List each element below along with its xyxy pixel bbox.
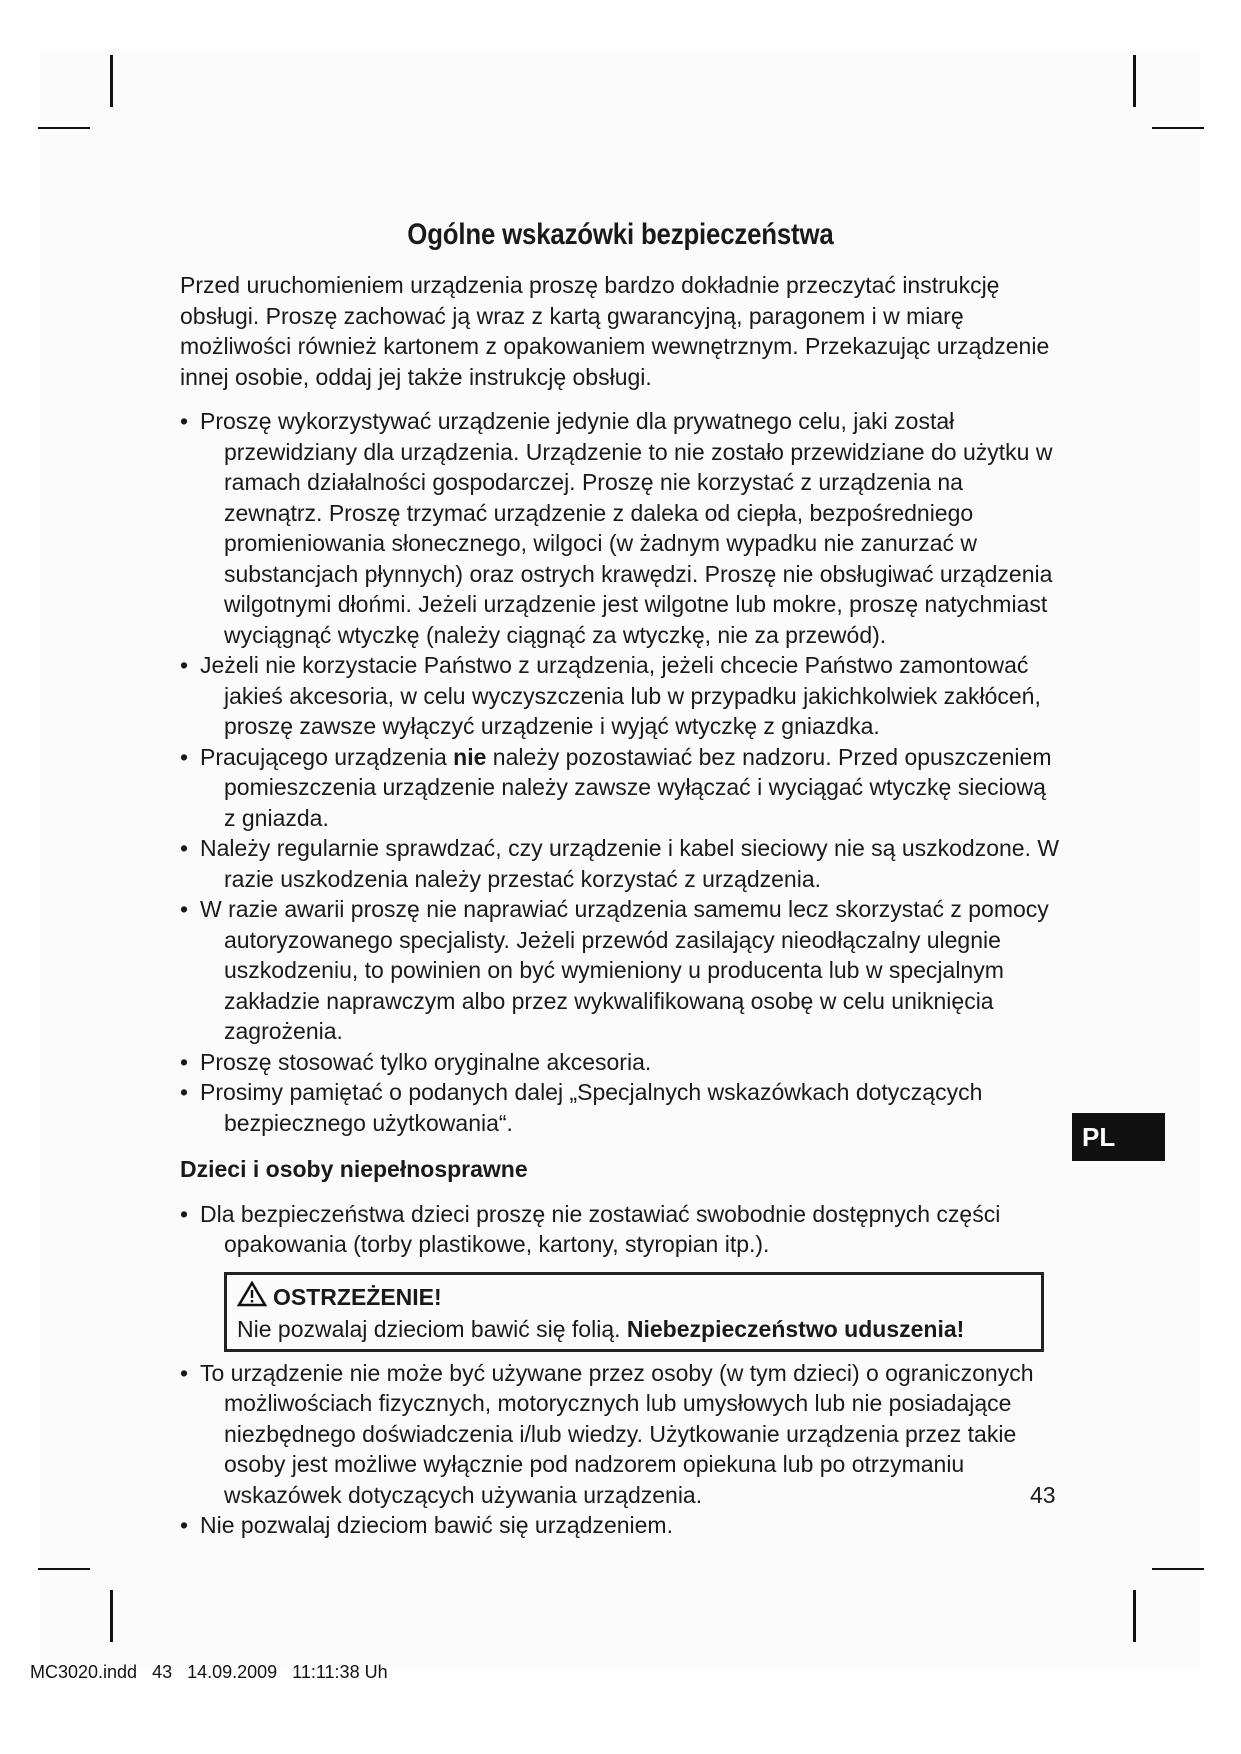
list-item: • Należy regularnie sprawdzać, czy urządzenie i kabel sieciowy nie są uszkodzone. W razie uszkodzenia należy przestać korzystać z urządzenia. [180,833,1060,894]
crop-mark-top-right-horizontal [1152,127,1204,129]
supervision-emphasis: nie [453,743,487,770]
crop-mark-bottom-left-horizontal [38,1568,90,1570]
children-list-1 [180,1199,1060,1260]
crop-mark-top-left-vertical [110,55,113,107]
list-item: • Jeżeli nie korzystacie Państwo z urządzenia, jeżeli chcecie Państwo zamontować jakieś akcesoria, w celu wyczyszczenia lub w przypadku jakichkolwiek zakłóceń, proszę zawsze wyłączyć urządzenie i wyjąć wtyczkę z gniazdka. [180,650,1060,742]
children-list-2 [180,1358,1060,1541]
warning-title: OSTRZEŻENIE! [273,1284,442,1310]
list-item: • Prosimy pamiętać o podanych dalej „Specjalnych wskazówkach dotyczących bezpiecznego użytkowania“. [180,1077,1060,1138]
crop-mark-bottom-right-vertical [1133,1590,1136,1642]
crop-mark-top-right-vertical [1133,55,1136,107]
intro-paragraph: Przed uruchomieniem urządzenia proszę bardzo dokładnie przeczytać instrukcję obsługi. Proszę zachować ją wraz z kartą gwarancyjną, paragonem i w miarę możliwości również kartonem z opakowaniem wewnętrznym. Przekazując urządzenie innej osobie, oddaj jej także instrukcję obsługi. [180,272,1050,390]
warning-box [224,1272,1044,1352]
supervision-text-after: należy pozostawiać bez nadzoru. Przed opuszczeniem pomieszczenia urządzenie należy zawsze wyłączać i wyciągać wtyczkę sieciową z gniazda. [224,743,1052,831]
print-slug: MC3020.indd 43 14.09.2009 11:11:38 Uh [30,1662,388,1682]
list-item: • Dla bezpieczeństwa dzieci proszę nie zostawiać swobodnie dostępnych części opakowania (torby plastikowe, kartony, styropian itp.). [180,1199,1060,1260]
list-item: • To urządzenie nie może być używane przez osoby (w tym dzieci) o ograniczonych możliwościach fizycznych, motorycznych lub umysłowych lub nie posiadające niezbędnego doświadczenia i/lub wiedzy. Użytkowanie urządzenia przez takie osoby jest możliwe wyłącznie pod nadzorem opiekuna lub po otrzymaniu wskazówek dotyczących używania urządzenia. [180,1358,1060,1511]
crop-mark-bottom-left-vertical [110,1590,113,1642]
list-item: • Nie pozwalaj dzieciom bawić się urządzeniem. [180,1510,1060,1541]
list-item-supervision [180,742,1060,834]
main-content [180,270,1060,1541]
warning-text-plain: Nie pozwalaj dzieciom bawić się folią. [237,1316,627,1342]
page-number: 43 [1030,1482,1056,1508]
warning-triangle-icon [237,1281,267,1315]
language-tab: PL [1072,1113,1165,1161]
supervision-text-before: Pracującego urządzenia [200,743,454,770]
list-item: • Proszę stosować tylko oryginalne akcesoria. [180,1047,1060,1078]
list-item: • Proszę wykorzystywać urządzenie jedynie dla prywatnego celu, jaki został przewidziany dla urządzenia. Urządzenie to nie zostało przewidziane do użytku w ramach działalności gospodarczej. Proszę nie korzystać z urządzenia na zewnątrz. Proszę trzymać urządzenie z daleka od ciepła, bezpośredniego promieniowania słonecznego, wilgoci (w żadnym wypadku nie zanurzać w substancjach płynnych) oraz ostrych krawędzi. Proszę nie obsługiwać urządzenia wilgotnymi dłońmi. Jeżeli urządzenie jest wilgotne lub mokre, proszę natychmiast wyciągnąć wtyczkę (należy ciągnąć za wtyczkę, nie za przewód). [180,406,1060,650]
list-item: • W razie awarii proszę nie naprawiać urządzenia samemu lecz skorzystać z pomocy autoryzowanego specjalisty. Jeżeli przewód zasilający nieodłączalny ulegnie uszkodzeniu, to powinien on być wymieniony u producenta lub w specjalnym zakładzie naprawczym albo przez wykwalifikowaną osobę w celu uniknięcia zagrożenia. [180,894,1060,1047]
crop-mark-top-left-horizontal [38,127,90,129]
page-title: Ogólne wskazówki bezpieczeństwa [407,218,834,251]
crop-mark-bottom-right-horizontal [1152,1568,1204,1570]
general-safety-list [180,406,1060,1138]
warning-text [237,1314,1031,1345]
children-section-heading: Dzieci i osoby niepełnosprawne [180,1156,528,1182]
warning-text-bold: Niebezpieczeństwo uduszenia! [626,1316,965,1342]
warning-title-row [237,1281,1031,1315]
